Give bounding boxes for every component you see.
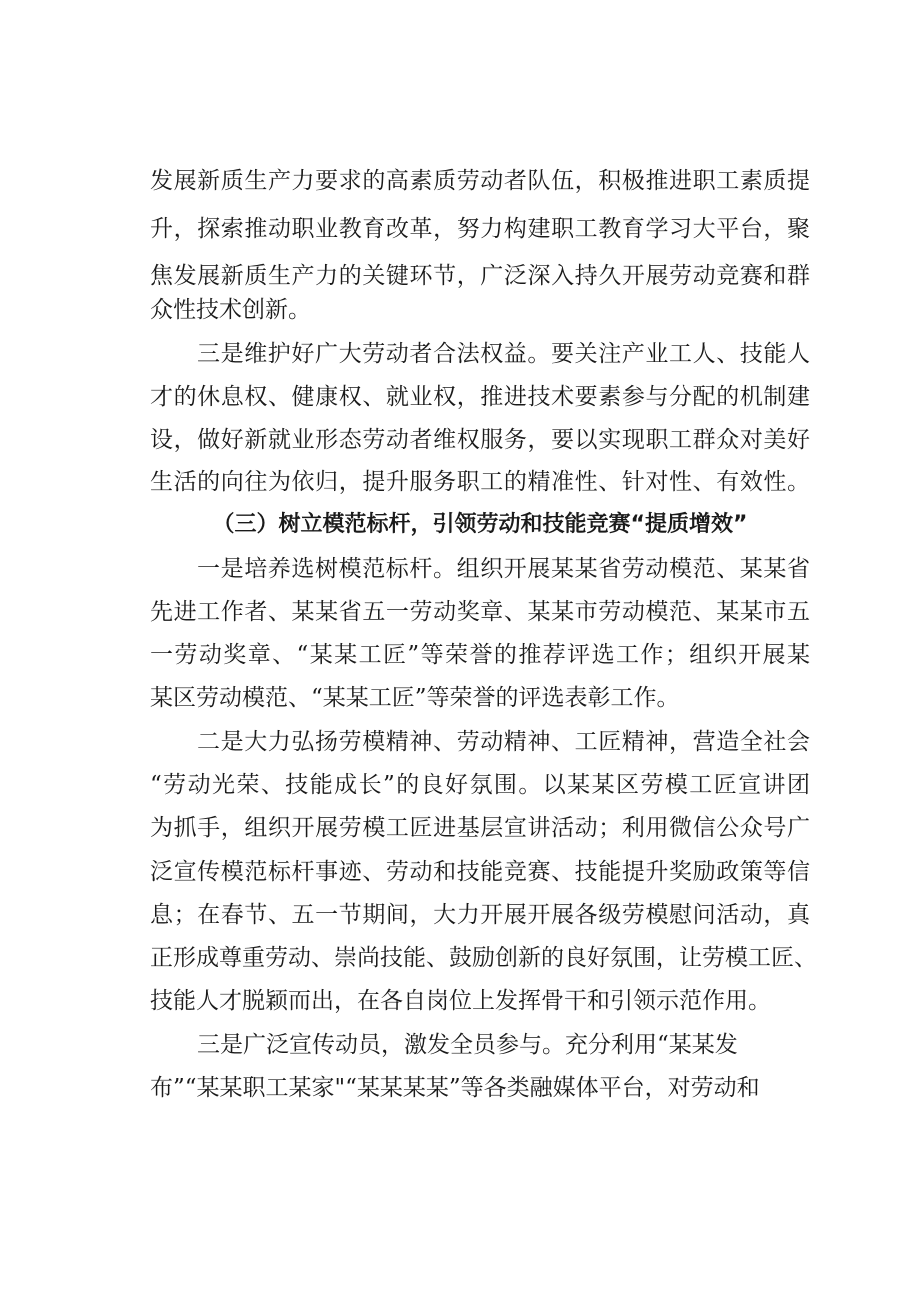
paragraph-line: 技能人才脱颖而出，在各自岗位上发挥骨干和引领示范作用。 bbox=[150, 988, 771, 1014]
paragraph-line: 二是大力弘扬劳模精神、劳动精神、工匠精神，营造全社会 bbox=[197, 729, 810, 755]
paragraph-line: 正形成尊重劳动、崇尚技能、鼓励创新的良好氛围，让劳模工匠、 bbox=[150, 945, 817, 971]
paragraph-line: 先进工作者、某某省五一劳动奖章、某某市劳动模范、某某市五 bbox=[150, 599, 810, 625]
paragraph-line: 三是广泛宣传动员，激发全员参与。充分利用“某某发 bbox=[197, 1032, 738, 1058]
paragraph-line: 某区劳动模范、“某某工匠”等荣誉的评选表彰工作。 bbox=[150, 685, 680, 711]
paragraph-line: 一是培养选树模范标杆。组织开展某某省劳动模范、某某省 bbox=[197, 556, 810, 582]
paragraph-line: 升，探索推动职业教育改革，努力构建职工教育学习大平台，聚 bbox=[150, 216, 810, 242]
paragraph-line: 三是维护好广大劳动者合法权益。要关注产业工人、技能人 bbox=[197, 341, 810, 367]
paragraph-line: 才的休息权、健康权、就业权，推进技术要素参与分配的机制建 bbox=[150, 384, 810, 410]
paragraph-line: 发展新质生产力要求的高素质劳动者队伍，积极推进职工素质提 bbox=[150, 168, 810, 194]
paragraph-line: 布”“某某职工某家"“某某某某”等各类融媒体平台，对劳动和 bbox=[150, 1075, 760, 1101]
section-heading: （三）树立模范标杆，引领劳动和技能竞赛“提质增效” bbox=[212, 512, 748, 537]
paragraph-line: 焦发展新质生产力的关键环节，广泛深入持久开展劳动竞赛和群 bbox=[150, 263, 810, 289]
paragraph-line: 泛宣传模范标杆事迹、劳动和技能竞赛、技能提升奖励政策等信 bbox=[150, 859, 810, 885]
paragraph-line: 为抓手，组织开展劳模工匠进基层宣讲活动；利用微信公众号广 bbox=[150, 815, 810, 841]
paragraph-line: 生活的向往为依归，提升服务职工的精准性、针对性、有效性。 bbox=[150, 469, 810, 495]
paragraph-line: “劳动光荣、技能成长”的良好氛围。以某某区劳模工匠宣讲团 bbox=[150, 772, 810, 798]
paragraph-line: 息；在春节、五一节期间，大力开展开展各级劳模慰问活动，真 bbox=[150, 902, 810, 928]
paragraph-line: 设，做好新就业形态劳动者维权服务，要以实现职工群众对美好 bbox=[150, 427, 810, 453]
paragraph-line: 众性技术创新。 bbox=[150, 297, 311, 323]
paragraph-line: 一劳动奖章、“某某工匠”等荣誉的推荐评选工作；组织开展某 bbox=[150, 642, 810, 668]
